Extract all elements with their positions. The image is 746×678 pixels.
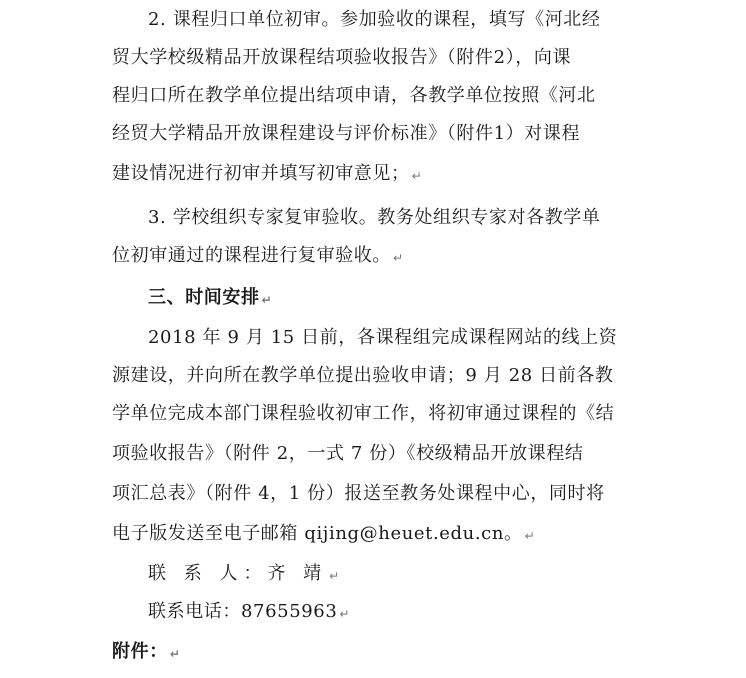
paragraph-line: 学单位完成本部门课程验收初审工作，将初审通过课程的《结 — [112, 403, 615, 424]
paragraph-mark-icon: ↵ — [339, 607, 351, 621]
paragraph-line: 3. 学校组织专家复审验收。教务处组织专家对各教学单 — [148, 207, 601, 228]
paragraph-mark-icon: ↵ — [261, 293, 273, 307]
attachments-heading: 附件： ↵ — [112, 641, 181, 662]
paragraph-mark-icon: ↵ — [329, 569, 346, 583]
contact-person: 联 系 人：齐 靖 ↵ — [148, 563, 346, 584]
paragraph-line: 位初审通过的课程进行复审验收。 ↵ — [112, 245, 404, 266]
paragraph-line: 源建设，并向所在教学单位提出验收申请；9 月 28 日前各教 — [112, 365, 614, 386]
paragraph-line: 贸大学校级精品开放课程结项验收报告》（附件2），向课 — [112, 47, 572, 68]
paragraph-mark-icon: ↵ — [393, 251, 404, 265]
paragraph-line: 电子版发送至电子邮箱 qijing@heuet.edu.cn。 ↵ — [112, 523, 536, 544]
paragraph-line: 建设情况进行初审并填写初审意见； ↵ — [112, 163, 423, 184]
paragraph-line: 经贸大学精品开放课程建设与评价标准》（附件1）对课程 — [112, 123, 581, 144]
paragraph-line: 程归口所在教学单位提出结项申请，各教学单位按照《河北 — [112, 85, 596, 106]
paragraph-line: 项汇总表》（附件 4，1 份）报送至教务处课程中心，同时将 — [112, 483, 605, 504]
paragraph-line: 项验收报告》（附件 2，一式 7 份）《校级精品开放课程结 — [112, 443, 584, 464]
paragraph-mark-icon: ↵ — [524, 529, 536, 543]
contact-phone: 联系电话：87655963 ↵ — [148, 601, 351, 622]
paragraph-line: 2018 年 9 月 15 日前，各课程组完成课程网站的线上资 — [148, 327, 618, 348]
paragraph-mark-icon: ↵ — [411, 169, 423, 183]
paragraph-mark-icon: ↵ — [169, 647, 181, 661]
section-heading: 三、时间安排 ↵ — [148, 287, 273, 308]
paragraph-line: 2. 课程归口单位初审。参加验收的课程，填写《河北经 — [148, 9, 601, 30]
